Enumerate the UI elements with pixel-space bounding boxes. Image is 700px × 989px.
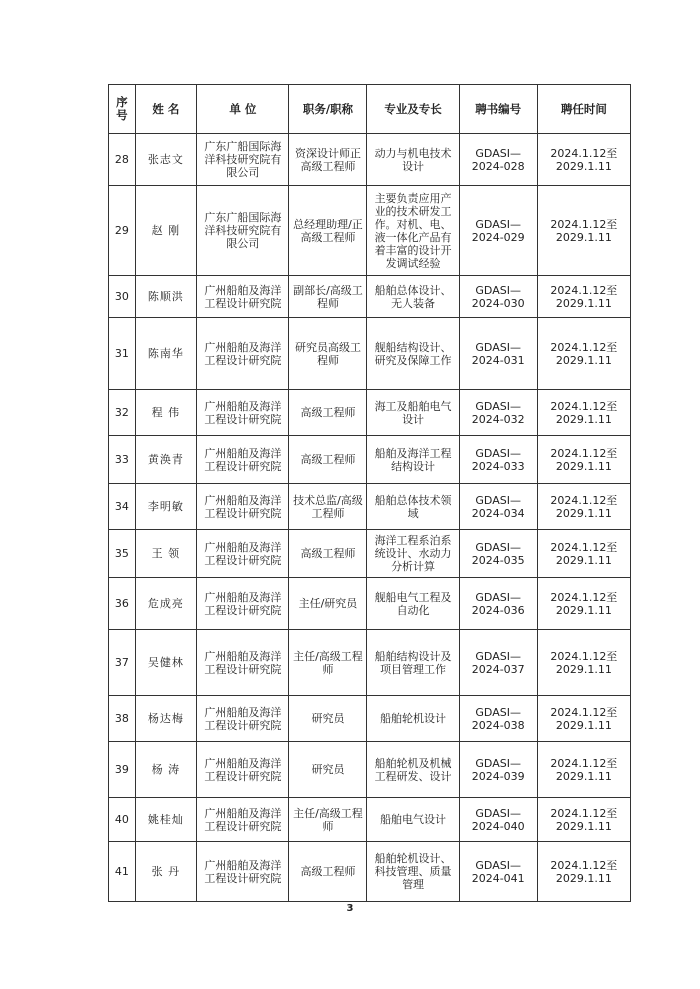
cell-code: GDASI—2024-040: [459, 798, 537, 842]
cell-unit: 广州船舶及海洋工程设计研究院: [197, 484, 289, 530]
cell-spec: 船舶总体技术领域: [367, 484, 459, 530]
cell-seq: 33: [109, 436, 136, 484]
cell-code: GDASI—2024-039: [459, 742, 537, 798]
cell-unit: 广州船舶及海洋工程设计研究院: [197, 318, 289, 390]
cell-seq: 29: [109, 186, 136, 276]
cell-unit: 广州船舶及海洋工程设计研究院: [197, 798, 289, 842]
cell-unit: 广州船舶及海洋工程设计研究院: [197, 390, 289, 436]
cell-time: 2024.1.12至2029.1.11: [537, 630, 630, 696]
cell-name: 杨达梅: [135, 696, 197, 742]
cell-seq: 32: [109, 390, 136, 436]
cell-unit: 广州船舶及海洋工程设计研究院: [197, 630, 289, 696]
table-row: [109, 696, 631, 742]
cell-code: GDASI—2024-037: [459, 630, 537, 696]
cell-code: GDASI—2024-036: [459, 578, 537, 630]
cell-time: 2024.1.12至2029.1.11: [537, 318, 630, 390]
cell-name: 张志文: [135, 134, 197, 186]
table-row: [109, 186, 631, 276]
cell-seq: 41: [109, 842, 136, 902]
cell-spec: 船舶电气设计: [367, 798, 459, 842]
cell-spec: 海洋工程系泊系统设计、水动力分析计算: [367, 530, 459, 578]
cell-unit: 广州船舶及海洋工程设计研究院: [197, 696, 289, 742]
cell-time: 2024.1.12至2029.1.11: [537, 742, 630, 798]
cell-time: 2024.1.12至2029.1.11: [537, 798, 630, 842]
table-row: [109, 842, 631, 902]
header-title: 职务/职称: [289, 85, 367, 134]
cell-code: GDASI—2024-034: [459, 484, 537, 530]
table-row: [109, 742, 631, 798]
table-row: [109, 436, 631, 484]
cell-time: 2024.1.12至2029.1.11: [537, 842, 630, 902]
table-header-row: [109, 85, 631, 134]
cell-time: 2024.1.12至2029.1.11: [537, 696, 630, 742]
cell-name: 吴健林: [135, 630, 197, 696]
cell-time: 2024.1.12至2029.1.11: [537, 134, 630, 186]
cell-spec: 船舶轮机设计、科技管理、质量管理: [367, 842, 459, 902]
cell-unit: 广州船舶及海洋工程设计研究院: [197, 842, 289, 902]
cell-code: GDASI—2024-031: [459, 318, 537, 390]
cell-name: 黄涣青: [135, 436, 197, 484]
cell-code: GDASI—2024-038: [459, 696, 537, 742]
table-row: [109, 798, 631, 842]
table-row: [109, 530, 631, 578]
cell-title: 资深设计师正高级工程师: [289, 134, 367, 186]
cell-title: 高级工程师: [289, 436, 367, 484]
page-number: 3: [346, 903, 354, 914]
cell-unit: 广州船舶及海洋工程设计研究院: [197, 530, 289, 578]
cell-seq: 37: [109, 630, 136, 696]
cell-time: 2024.1.12至2029.1.11: [537, 436, 630, 484]
cell-title: 副部长/高级工程师: [289, 276, 367, 318]
header-name: 姓 名: [135, 85, 197, 134]
cell-seq: 40: [109, 798, 136, 842]
cell-seq: 38: [109, 696, 136, 742]
cell-title: 高级工程师: [289, 842, 367, 902]
cell-title: 主任/研究员: [289, 578, 367, 630]
cell-code: GDASI—2024-041: [459, 842, 537, 902]
header-code: 聘书编号: [459, 85, 537, 134]
expert-roster-table: [108, 84, 631, 902]
table-row: [109, 134, 631, 186]
cell-spec: 舰船电气工程及自动化: [367, 578, 459, 630]
cell-name: 陈顺洪: [135, 276, 197, 318]
cell-name: 杨 涛: [135, 742, 197, 798]
cell-title: 研究员: [289, 696, 367, 742]
cell-spec: 船舶及海洋工程结构设计: [367, 436, 459, 484]
cell-spec: 船舶总体设计、无人装备: [367, 276, 459, 318]
table-row: [109, 630, 631, 696]
cell-seq: 35: [109, 530, 136, 578]
cell-title: 研究员: [289, 742, 367, 798]
cell-name: 姚桂灿: [135, 798, 197, 842]
cell-code: GDASI—2024-028: [459, 134, 537, 186]
table-row: [109, 390, 631, 436]
cell-time: 2024.1.12至2029.1.11: [537, 484, 630, 530]
header-unit: 单 位: [197, 85, 289, 134]
table-row: [109, 578, 631, 630]
cell-seq: 39: [109, 742, 136, 798]
cell-title: 主任/高级工程师: [289, 630, 367, 696]
cell-name: 王 领: [135, 530, 197, 578]
cell-unit: 广东广船国际海洋科技研究院有限公司: [197, 186, 289, 276]
cell-spec: 船舶轮机及机械工程研发、设计: [367, 742, 459, 798]
header-time: 聘任时间: [537, 85, 630, 134]
cell-title: 高级工程师: [289, 530, 367, 578]
cell-time: 2024.1.12至2029.1.11: [537, 276, 630, 318]
header-spec: 专业及专长: [367, 85, 459, 134]
table-row: [109, 318, 631, 390]
cell-unit: 广东广船国际海洋科技研究院有限公司: [197, 134, 289, 186]
cell-spec: 舰船结构设计、研究及保障工作: [367, 318, 459, 390]
table-row: [109, 484, 631, 530]
header-seq: 序号: [109, 85, 136, 134]
cell-spec: 主要负责应用产业的技术研发工作。对机、电、液一体化产品有着丰富的设计开发调试经验: [367, 186, 459, 276]
cell-seq: 31: [109, 318, 136, 390]
cell-spec: 船舶结构设计及项目管理工作: [367, 630, 459, 696]
cell-code: GDASI—2024-030: [459, 276, 537, 318]
cell-name: 陈南华: [135, 318, 197, 390]
cell-name: 张 丹: [135, 842, 197, 902]
cell-title: 总经理助理/正高级工程师: [289, 186, 367, 276]
cell-seq: 34: [109, 484, 136, 530]
cell-code: GDASI—2024-032: [459, 390, 537, 436]
cell-spec: 动力与机电技术设计: [367, 134, 459, 186]
table-row: [109, 276, 631, 318]
cell-name: 赵 刚: [135, 186, 197, 276]
cell-name: 危成亮: [135, 578, 197, 630]
cell-code: GDASI—2024-029: [459, 186, 537, 276]
cell-name: 李明敏: [135, 484, 197, 530]
cell-code: GDASI—2024-035: [459, 530, 537, 578]
cell-spec: 海工及船舶电气设计: [367, 390, 459, 436]
cell-spec: 船舶轮机设计: [367, 696, 459, 742]
cell-time: 2024.1.12至2029.1.11: [537, 530, 630, 578]
cell-time: 2024.1.12至2029.1.11: [537, 186, 630, 276]
cell-seq: 28: [109, 134, 136, 186]
cell-title: 技术总监/高级工程师: [289, 484, 367, 530]
cell-seq: 36: [109, 578, 136, 630]
cell-unit: 广州船舶及海洋工程设计研究院: [197, 436, 289, 484]
cell-seq: 30: [109, 276, 136, 318]
cell-title: 高级工程师: [289, 390, 367, 436]
cell-title: 研究员高级工程师: [289, 318, 367, 390]
cell-unit: 广州船舶及海洋工程设计研究院: [197, 276, 289, 318]
cell-unit: 广州船舶及海洋工程设计研究院: [197, 578, 289, 630]
cell-name: 程 伟: [135, 390, 197, 436]
cell-time: 2024.1.12至2029.1.11: [537, 390, 630, 436]
cell-time: 2024.1.12至2029.1.11: [537, 578, 630, 630]
cell-code: GDASI—2024-033: [459, 436, 537, 484]
cell-unit: 广州船舶及海洋工程设计研究院: [197, 742, 289, 798]
cell-title: 主任/高级工程师: [289, 798, 367, 842]
